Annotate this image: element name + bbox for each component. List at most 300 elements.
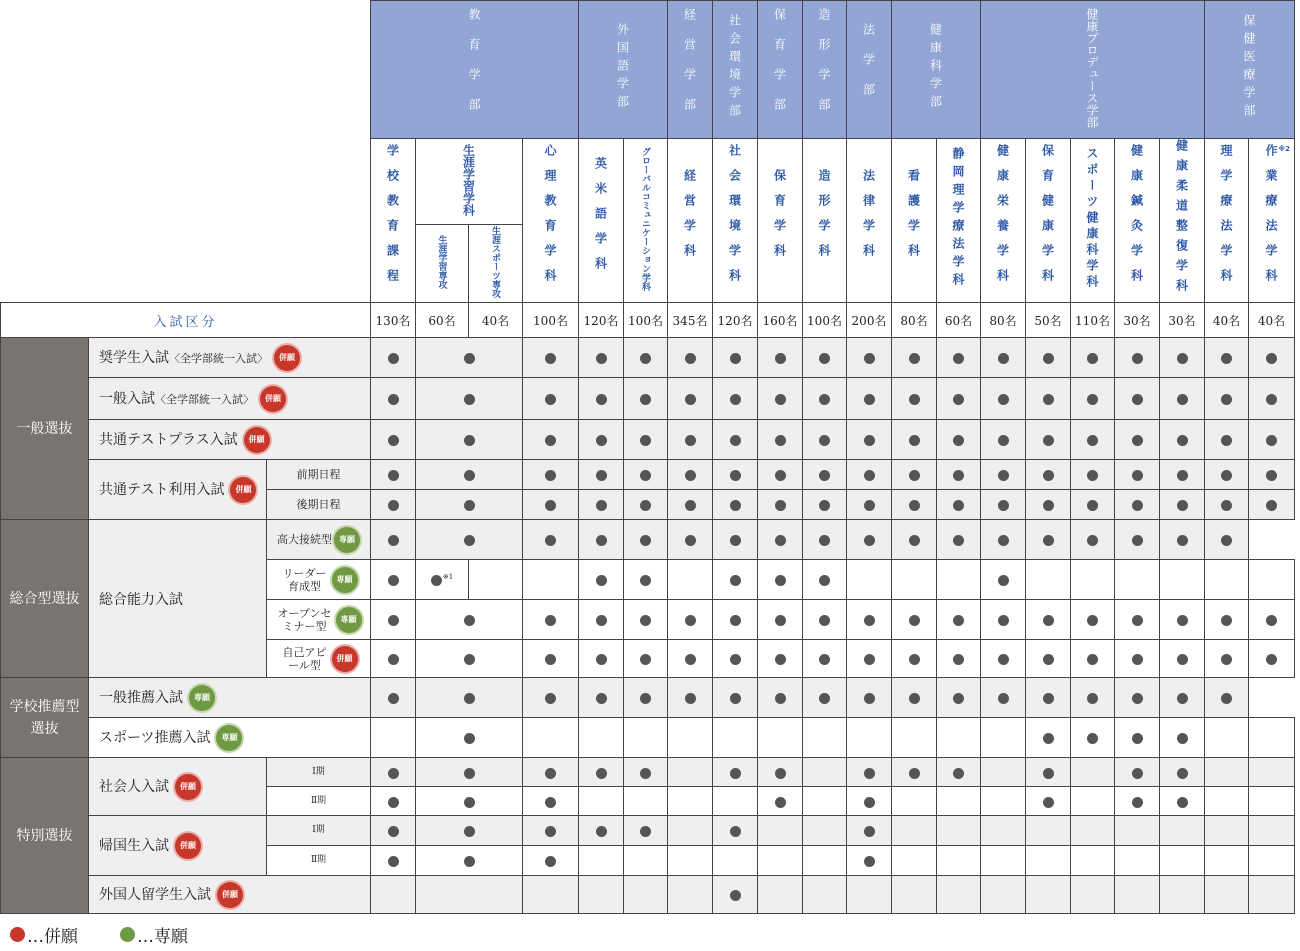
mark-cell (371, 560, 416, 600)
check-dot (953, 768, 964, 779)
empty-cell (758, 846, 803, 876)
mark-cell (624, 378, 668, 420)
check-dot (953, 435, 964, 446)
mark-cell (758, 758, 803, 787)
faculty-header: 造形学部 (803, 1, 847, 139)
check-dot (1132, 535, 1143, 546)
sub-ki1: Ⅰ期 (267, 758, 371, 787)
mark-cell (713, 338, 758, 378)
check-dot (998, 470, 1009, 481)
check-dot (998, 435, 1009, 446)
empty-cell (1160, 560, 1205, 600)
mark-cell (371, 846, 416, 876)
check-dot (953, 470, 964, 481)
mark-cell (1071, 640, 1115, 678)
heigan-badge: 併願 (175, 833, 201, 859)
empty-cell (668, 787, 713, 816)
empty-cell (937, 718, 981, 758)
table-row (1, 816, 1295, 846)
mark-cell (937, 460, 981, 490)
check-dot (730, 693, 741, 704)
check-dot (819, 500, 830, 511)
empty-cell (892, 816, 937, 846)
mark-cell (1160, 600, 1205, 640)
category-sogo: 総合型選抜 (1, 520, 89, 678)
mark-cell (579, 520, 624, 560)
mark-cell (758, 640, 803, 678)
heigan-badge: 併願 (217, 882, 243, 908)
mark-cell (1160, 520, 1205, 560)
check-dot (1177, 435, 1188, 446)
mark-cell (758, 560, 803, 600)
check-dot (1221, 654, 1232, 665)
mark-cell (847, 378, 892, 420)
mark-cell (668, 338, 713, 378)
dept-header: 看護学科 (892, 139, 937, 303)
mark-cell (371, 520, 416, 560)
empty-cell (1071, 816, 1115, 846)
empty-cell (1249, 560, 1295, 600)
mark-cell (579, 678, 624, 718)
mark-cell (981, 420, 1026, 460)
check-dot (864, 500, 875, 511)
empty-cell (1071, 787, 1115, 816)
mark-cell (1026, 600, 1071, 640)
check-dot (909, 654, 920, 665)
check-dot (596, 575, 607, 586)
mark-cell (624, 816, 668, 846)
check-dot (464, 856, 475, 867)
mark-cell (1026, 520, 1071, 560)
mark-cell (803, 460, 847, 490)
check-dot (596, 535, 607, 546)
dept-header: 学校教育課程 (371, 139, 416, 303)
mark-cell (668, 490, 713, 520)
check-dot (775, 654, 786, 665)
dept-header: 法律学科 (847, 139, 892, 303)
mark-cell (892, 678, 937, 718)
mark-cell (892, 640, 937, 678)
check-dot (596, 768, 607, 779)
check-dot (819, 353, 830, 364)
mark-cell (523, 600, 579, 640)
check-dot (464, 394, 475, 405)
faculty-header: 外国語学部 (579, 1, 668, 139)
check-dot (953, 615, 964, 626)
faculty-header: 社会環境学部 (713, 1, 758, 139)
mark-cell (371, 640, 416, 678)
mark-cell (523, 758, 579, 787)
check-dot (1177, 500, 1188, 511)
mark-cell (1249, 378, 1295, 420)
dept-header: 保育学科 (758, 139, 803, 303)
check-dot (1132, 733, 1143, 744)
check-dot (1177, 394, 1188, 405)
check-dot (864, 394, 875, 405)
mark-cell (416, 378, 523, 420)
mark-cell (847, 490, 892, 520)
mark-cell (1249, 338, 1295, 378)
check-dot (819, 575, 830, 586)
check-dot (1221, 693, 1232, 704)
check-dot (464, 470, 475, 481)
mark-cell (1205, 520, 1249, 560)
empty-cell (668, 560, 713, 600)
check-dot (953, 394, 964, 405)
empty-cell (847, 560, 892, 600)
mark-cell (1249, 460, 1295, 490)
check-dot (685, 535, 696, 546)
check-dot (464, 500, 475, 511)
check-dot (545, 826, 556, 837)
check-dot (464, 654, 475, 665)
mark-cell (416, 678, 523, 718)
check-dot (545, 797, 556, 808)
empty-cell (803, 718, 847, 758)
mark-cell (1026, 490, 1071, 520)
mark-cell (713, 460, 758, 490)
mark-cell (624, 420, 668, 460)
mark-cell (416, 787, 523, 816)
sub-jiko: 自己アピール型 併願 (267, 640, 371, 678)
check-dot (909, 693, 920, 704)
sub-leader: リーダー育成型 専願 (267, 560, 371, 600)
check-dot (1177, 615, 1188, 626)
empty-cell (1160, 846, 1205, 876)
empty-cell (713, 718, 758, 758)
empty-cell (1115, 560, 1160, 600)
check-dot (1087, 615, 1098, 626)
check-dot (1043, 693, 1054, 704)
check-dot (640, 693, 651, 704)
dept-header: 保育健康学科 (1026, 139, 1071, 303)
empty-cell (579, 846, 624, 876)
empty-cell (1115, 876, 1160, 914)
mark-cell (579, 338, 624, 378)
check-dot (909, 768, 920, 779)
check-dot (1266, 470, 1277, 481)
check-dot (1221, 470, 1232, 481)
check-dot (775, 470, 786, 481)
mark-cell (713, 758, 758, 787)
empty-cell (892, 560, 937, 600)
mark-cell (937, 420, 981, 460)
empty-cell (624, 876, 668, 914)
legend-heigan: …併願 (27, 927, 78, 947)
empty-cell (579, 876, 624, 914)
corner-blank (1, 1, 371, 303)
check-dot (545, 500, 556, 511)
mark-cell (892, 378, 937, 420)
check-dot (953, 500, 964, 511)
mark-cell (1115, 420, 1160, 460)
check-dot (640, 470, 651, 481)
check-dot (545, 470, 556, 481)
empty-cell (1026, 816, 1071, 846)
check-dot (909, 615, 920, 626)
mark-cell (847, 420, 892, 460)
check-dot (730, 890, 741, 901)
check-dot (864, 856, 875, 867)
mark-cell (416, 460, 523, 490)
check-dot (640, 394, 651, 405)
check-dot (1132, 693, 1143, 704)
check-dot (1132, 394, 1143, 405)
empty-cell (1071, 846, 1115, 876)
capacity-cell: 60名 (416, 303, 469, 338)
check-dot (775, 797, 786, 808)
check-dot (819, 535, 830, 546)
method-ryugakusei: 外国人留学生入試 併願 (89, 876, 371, 914)
check-dot (953, 693, 964, 704)
faculty-header: 教育学部 (371, 1, 579, 139)
empty-cell (803, 816, 847, 846)
check-dot (864, 470, 875, 481)
mark-cell (1115, 600, 1160, 640)
mark-cell (371, 378, 416, 420)
mark-cell (416, 490, 523, 520)
mark-cell (713, 678, 758, 718)
mark-cell (371, 816, 416, 846)
mark-cell (937, 640, 981, 678)
check-dot (640, 500, 651, 511)
category-suisen: 学校推薦型選抜 (1, 678, 89, 758)
mark-cell (981, 338, 1026, 378)
empty-cell (668, 816, 713, 846)
dept-header: 健康柔道整復学科 (1160, 139, 1205, 303)
empty-cell (981, 816, 1026, 846)
mark-cell (847, 678, 892, 718)
mark-cell (1205, 600, 1249, 640)
check-dot (545, 654, 556, 665)
mark-cell (1026, 460, 1071, 490)
check-dot (596, 615, 607, 626)
legend-sengan: …専願 (137, 927, 188, 947)
mark-cell (803, 678, 847, 718)
category-ippan: 一般選抜 (1, 338, 89, 520)
mark-cell (1115, 490, 1160, 520)
check-dot (730, 575, 741, 586)
check-dot (388, 615, 399, 626)
mark-cell (803, 600, 847, 640)
check-dot (1177, 797, 1188, 808)
mark-cell (847, 460, 892, 490)
mark-cell (1160, 460, 1205, 490)
check-dot (685, 500, 696, 511)
mark-cell (1160, 787, 1205, 816)
mark-cell (803, 560, 847, 600)
empty-cell (1249, 816, 1295, 846)
mark-cell (371, 787, 416, 816)
mark-cell (371, 420, 416, 460)
mark-cell (1249, 640, 1295, 678)
check-dot (730, 615, 741, 626)
mark-cell (1160, 338, 1205, 378)
heigan-badge: 併願 (260, 386, 286, 412)
capacity-cell: 200名 (847, 303, 892, 338)
check-dot (819, 693, 830, 704)
check-dot (685, 394, 696, 405)
sengan-badge: 専願 (189, 685, 215, 711)
empty-cell (624, 787, 668, 816)
mark-cell (371, 460, 416, 490)
capacity-cell: 100名 (624, 303, 668, 338)
check-dot (1043, 353, 1054, 364)
check-dot (640, 615, 651, 626)
check-dot (1266, 394, 1277, 405)
check-dot (909, 353, 920, 364)
capacity-cell: 50名 (1026, 303, 1071, 338)
mark-cell (892, 420, 937, 460)
check-dot (1177, 535, 1188, 546)
mark-cell (981, 378, 1026, 420)
method-kyotsu-riyo: 共通テスト利用入試 併願 (89, 460, 267, 520)
mark-cell (758, 378, 803, 420)
check-dot (864, 654, 875, 665)
empty-cell (1071, 560, 1115, 600)
heigan-badge: 併願 (274, 345, 300, 371)
check-dot (388, 654, 399, 665)
dept-header: 心理教育学科 (523, 139, 579, 303)
dept-header: グローバルコミュニケーション学科 (624, 139, 668, 303)
capacity-cell: 110名 (1071, 303, 1115, 338)
mark-cell (981, 490, 1026, 520)
mark-cell (937, 338, 981, 378)
empty-cell (892, 787, 937, 816)
mark-cell (416, 640, 523, 678)
mark-cell (1115, 378, 1160, 420)
mark-cell (416, 420, 523, 460)
check-dot (864, 353, 875, 364)
faculty-header: 健康科学部 (892, 1, 981, 139)
check-dot (819, 470, 830, 481)
check-dot (464, 435, 475, 446)
mark-cell (847, 816, 892, 846)
mark-cell (713, 600, 758, 640)
check-dot (464, 693, 475, 704)
check-dot (864, 797, 875, 808)
empty-cell (937, 846, 981, 876)
dept-header: 社会環境学科 (713, 139, 758, 303)
table-row (1, 378, 1295, 420)
empty-cell (1205, 718, 1249, 758)
check-dot (464, 615, 475, 626)
mark-cell (847, 640, 892, 678)
capacity-cell: 40名 (469, 303, 523, 338)
mark-cell (758, 338, 803, 378)
capacity-cell: 120名 (579, 303, 624, 338)
empty-cell (981, 787, 1026, 816)
mark-cell (1160, 678, 1205, 718)
check-dot (819, 394, 830, 405)
check-dot (1221, 615, 1232, 626)
mark-cell (847, 787, 892, 816)
heigan-badge: 併願 (230, 477, 256, 503)
mark-cell (1071, 338, 1115, 378)
check-dot (388, 856, 399, 867)
check-dot (909, 470, 920, 481)
mark-cell (981, 460, 1026, 490)
mark-cell (1026, 420, 1071, 460)
empty-cell (758, 718, 803, 758)
mark-cell (713, 490, 758, 520)
check-dot (864, 693, 875, 704)
mark-cell (1115, 338, 1160, 378)
check-dot (775, 575, 786, 586)
mark-cell (892, 520, 937, 560)
empty-cell (1205, 816, 1249, 846)
check-dot (464, 768, 475, 779)
mark-cell (758, 460, 803, 490)
heigan-badge: 併願 (244, 427, 270, 453)
check-dot (388, 353, 399, 364)
capacity-cell: 160名 (758, 303, 803, 338)
check-dot (464, 797, 475, 808)
mark-cell (892, 490, 937, 520)
empty-cell (892, 876, 937, 914)
mark-cell (523, 846, 579, 876)
dept-header: 健康栄養学科 (981, 139, 1026, 303)
mark-cell (937, 520, 981, 560)
mark-cell (1026, 718, 1071, 758)
mark-cell (1160, 718, 1205, 758)
check-dot (545, 353, 556, 364)
capacity-cell: 60名 (937, 303, 981, 338)
mark-cell (803, 640, 847, 678)
empty-cell (1205, 787, 1249, 816)
check-dot (1177, 353, 1188, 364)
sengan-legend-dot (120, 927, 135, 942)
empty-cell (847, 876, 892, 914)
dept-header: 生涯スポーツ専攻 (469, 225, 523, 303)
check-dot (464, 733, 475, 744)
empty-cell (937, 816, 981, 846)
check-dot (1132, 615, 1143, 626)
check-dot (864, 768, 875, 779)
check-dot (1087, 733, 1098, 744)
mark-cell (416, 560, 469, 600)
check-dot (998, 654, 1009, 665)
check-dot (1132, 470, 1143, 481)
empty-cell (1249, 758, 1295, 787)
empty-cell (1071, 876, 1115, 914)
check-dot (545, 535, 556, 546)
empty-cell (892, 718, 937, 758)
mark-cell (847, 758, 892, 787)
check-dot (388, 575, 399, 586)
check-dot (998, 615, 1009, 626)
mark-cell (981, 520, 1026, 560)
method-shogakusei: 奨学生入試〈全学部統一入試〉 併願 (89, 338, 371, 378)
sengan-badge: 専願 (336, 607, 362, 633)
mark-cell (803, 520, 847, 560)
check-dot (998, 394, 1009, 405)
mark-cell (624, 338, 668, 378)
check-dot (388, 470, 399, 481)
check-dot (596, 470, 607, 481)
mark-cell (1115, 678, 1160, 718)
mark-cell (847, 846, 892, 876)
check-dot (640, 768, 651, 779)
mark-cell (1071, 520, 1115, 560)
mark-cell (1071, 718, 1115, 758)
mark-cell (523, 420, 579, 460)
faculty-header: 保健医療学部 (1205, 1, 1295, 139)
check-dot (1266, 435, 1277, 446)
capacity-cell: 40名 (1249, 303, 1295, 338)
dept-header: 造形学科 (803, 139, 847, 303)
check-dot (1177, 470, 1188, 481)
